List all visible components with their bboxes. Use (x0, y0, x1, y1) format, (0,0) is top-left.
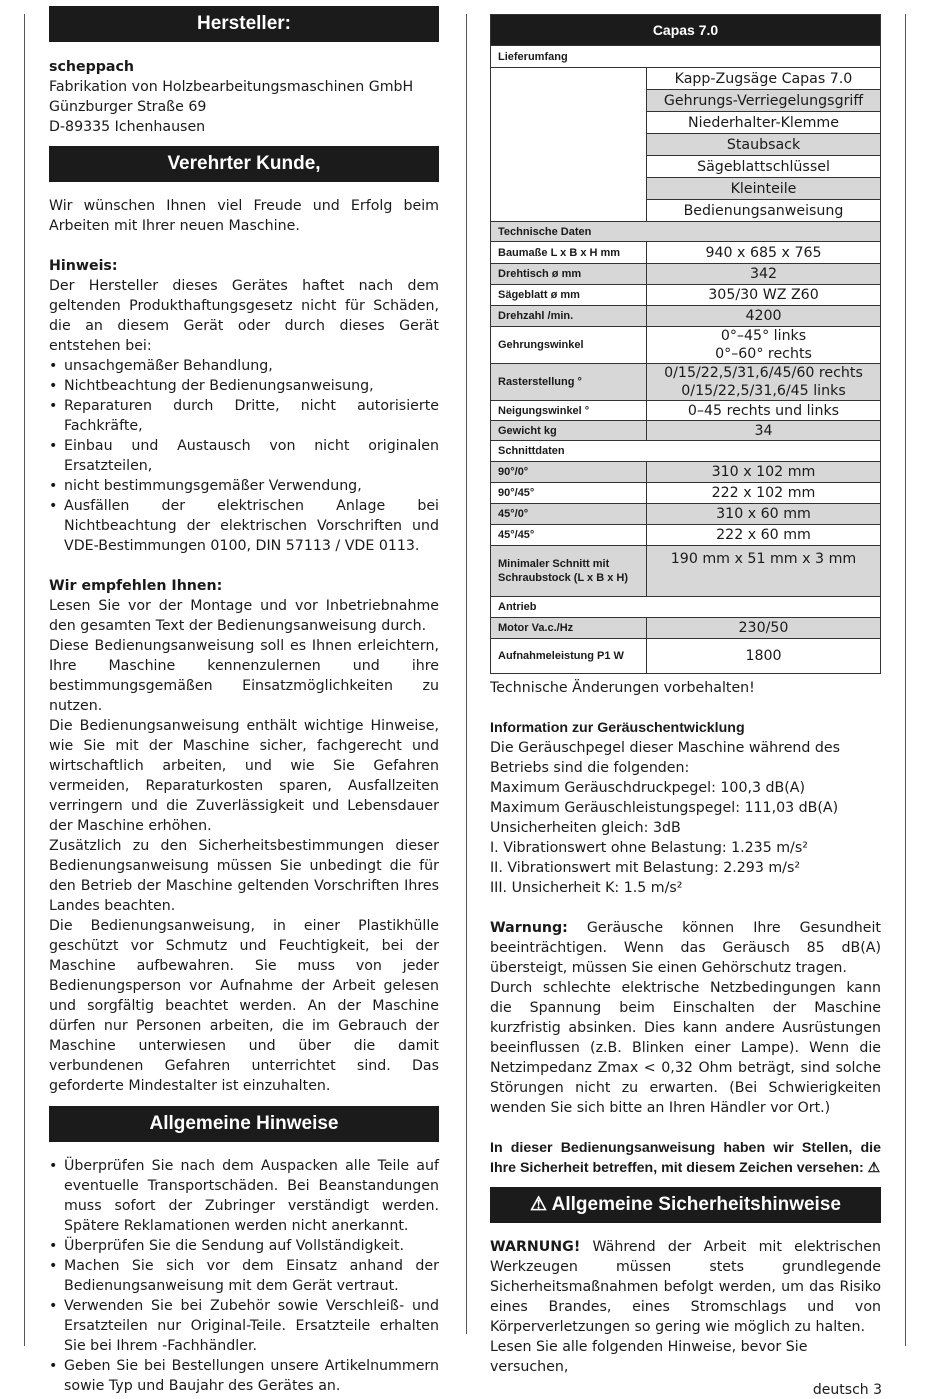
delivery-item: Gehrungs-Verriegelungsgriff (647, 90, 881, 112)
recommend-paragraph: Zusätzlich zu den Sicherheitsbestimmungen dieser Bedienungsanweisung müssen Sie unbedingt die für den Betrieb der Maschine geltenden Vorschriften Ihres Landes beachten. (49, 838, 439, 914)
tech-change-note: Technische Änderungen vorbehalten! (490, 680, 755, 696)
spec-key: Sägeblatt ø mm (491, 285, 647, 306)
recommend-paragraph: Die Bedienungsanweisung enthält wichtige Hinweise, wie Sie mit der Maschine sicher, fachgerecht und wirtschaftlich arbeiten, und wie Sie Gefahren vermeiden, Reparaturkosten sparen, Ausfallzeiten verringern und die Zuverlässigkeit und Lebensdauer der Maschine erhöhen. (49, 718, 439, 834)
table-row (491, 364, 881, 401)
delivery-spacer (491, 68, 647, 222)
table-row (491, 618, 881, 639)
spec-value: 190 mm x 51 mm x 3 mm (647, 546, 881, 597)
recommend-paragraph: Diese Bedienungsanweisung soll es Ihnen erleichtern, Ihre Maschine kennenzulernen und ihre bestimmungsgemäßen Einsatzmöglichkeiten zu nutzen. (49, 638, 439, 714)
left-column (49, 0, 439, 1396)
spec-value: 310 x 60 mm (647, 504, 881, 525)
table-row (491, 525, 881, 546)
noise-line: Unsicherheiten gleich: 3dB (490, 820, 681, 836)
spec-key: 45°/45° (491, 525, 647, 546)
cut-label: Schnittdaten (491, 441, 881, 462)
spec-value: 342 (647, 264, 881, 285)
warnung-text: Während der Arbeit mit elektrischen Werkzeugen müssen stets grundlegende Sicherheitsmaßnahmen befolgt werden, um das Risiko eines Brandes, eines Stromschlags und von Körperverletzungen so gering wie möglich zu halten. (490, 1239, 882, 1335)
customer-heading: Verehrter Kunde, (49, 146, 439, 182)
general-list (49, 1156, 439, 1396)
manufacturer-heading: Hersteller: (49, 6, 439, 42)
address-line: Günzburger Straße 69 (49, 99, 207, 115)
warning-text: Geräusche können Ihre Gesundheit beeinträchtigen. Wenn das Geräusch 85 dB(A) übersteigt, müssen Sie einen Gehörschutz tragen. (490, 920, 881, 976)
spec-key: 45°/0° (491, 504, 647, 525)
spec-value: 230/50 (647, 618, 881, 639)
table-title: Capas 7.0 (491, 15, 881, 46)
list-item: • Ausfällen der elektrischen Anlage bei Nichtbeachtung der elektrischen Vorschriften und VDE-Bestimmungen 0100, DIN 57113 / VDE 0113. (49, 496, 439, 556)
spec-value: 34 (647, 421, 881, 441)
symbol-note: In dieser Bedienungsanweisung haben wir Stellen, die Ihre Sicherheit betreffen, mit diesem Zeichen versehen: ⚠ (490, 1140, 881, 1176)
manufacturer-name: scheppach (49, 59, 134, 75)
right-column (490, 0, 881, 1377)
noise-line: I. Vibrationswert ohne Belastung: 1.235 m/s² (490, 840, 808, 856)
table-row (491, 401, 881, 421)
hint-list (49, 356, 439, 556)
list-item: • Geben Sie bei Bestellungen unsere Artikelnummern sowie Typ und Baujahr des Gerätes an. (49, 1356, 439, 1396)
right-margin-line (905, 14, 906, 1346)
general-heading: Allgemeine Hinweise (49, 1106, 439, 1142)
hint-title: Hinweis: (49, 258, 118, 274)
delivery-label: Lieferumfang (491, 46, 881, 68)
spec-key: Motor Va.c./Hz (491, 618, 647, 639)
table-row (491, 285, 881, 306)
table-row (491, 597, 881, 618)
table-row (491, 15, 881, 46)
address-line: Fabrikation von Holzbearbeitungsmaschinen GmbH (49, 79, 414, 95)
delivery-item: Sägeblattschlüssel (647, 156, 881, 178)
table-row (491, 639, 881, 674)
spec-key: Gewicht kg (491, 421, 647, 441)
warnung-paragraph (490, 1237, 881, 1337)
recommend-paragraph: Die Bedienungsanweisung, in einer Plastikhülle geschützt vor Schmutz und Feuchtigkeit, bei der Maschine aufbewahren. Sie muss von jeder Bedienungsperson vor Aufnahme der Arbeit gelesen und sorgfältig beachtet werden. An der Maschine dürfen nur Personen arbeiten, die im Gebrauch der Maschine unterwiesen und über die damit verbundenen Gefahren unterrichtet sind. Das geforderte Mindestalter ist einzuhalten. (49, 918, 439, 1094)
spec-value: 222 x 102 mm (647, 483, 881, 504)
spec-key: Neigungswinkel ° (491, 401, 647, 421)
table-row (491, 462, 881, 483)
spec-value (647, 327, 881, 364)
spec-value: 940 x 685 x 765 (647, 242, 881, 264)
spec-key: Gehrungswinkel (491, 327, 647, 364)
greeting-text: Wir wünschen Ihnen viel Freude und Erfolg beim Arbeiten mit Ihrer neuen Maschine. (49, 198, 439, 234)
address-line: D-89335 Ichenhausen (49, 119, 206, 135)
table-row (491, 68, 881, 90)
list-item: • Machen Sie sich vor dem Einsatz anhand der Bedienungsanweisung mit dem Gerät vertraut. (49, 1256, 439, 1296)
table-row (491, 264, 881, 285)
table-row (491, 546, 881, 597)
table-row (491, 504, 881, 525)
recommend-title: Wir empfehlen Ihnen: (49, 578, 223, 594)
spec-key: Minimaler Schnitt mit Schraubstock (L x B x H) (491, 546, 647, 597)
spec-value: 4200 (647, 306, 881, 327)
noise-line: Maximum Geräuschleistungspegel: 111,03 dB(A) (490, 800, 839, 816)
list-item: • Überprüfen Sie nach dem Auspacken alle Teile auf eventuelle Transportschäden. Bei Beanstandungen muss sofort der Zubringer verständigt werden. Spätere Reklamationen werden nicht anerkannt. (49, 1156, 439, 1236)
spec-value: 310 x 102 mm (647, 462, 881, 483)
spec-value-line: 0/15/22,5/31,6/45 links (681, 383, 846, 399)
hint-text: Der Hersteller dieses Gerätes haftet nach dem geltenden Produkthaftungsgesetz nicht für Schäden, die an diesem Gerät oder durch dieses Gerät entstehen bei: (49, 278, 439, 354)
list-item: • Einbau und Austausch von nicht originalen Ersatzteilen, (49, 436, 439, 476)
table-row (491, 46, 881, 68)
recommend-paragraph: Lesen Sie vor der Montage und vor Inbetriebnahme den gesamten Text der Bedienungsanweisung durch. (49, 598, 439, 634)
noise-line: III. Unsicherheit K: 1.5 m/s² (490, 880, 683, 896)
netz-paragraph: Durch schlechte elektrische Netzbedingungen kann die Spannung beim Einschalten der Maschine kurzfristig absinken. Dies kann andere Ausrüstungen beeinflussen (z.B. Blinken einer Lampe). Wenn die Netzimpedanz Zmax < 0,32 Ohm beträgt, sind solche Störungen nicht zu erwarten. (Bei Schwierigkeiten wenden Sie sich bitte an Ihren Händler vor Ort.) (490, 980, 881, 1116)
delivery-item: Kapp-Zugsäge Capas 7.0 (647, 68, 881, 90)
delivery-item: Kleinteile (647, 178, 881, 200)
center-divider-line (466, 14, 467, 1334)
spec-key: Rasterstellung ° (491, 364, 647, 401)
list-item: • Verwenden Sie bei Zubehör sowie Verschleiß- und Ersatzteilen nur Original-Teile. Ersatzteile erhalten Sie bei Ihrem -Fachhändler. (49, 1296, 439, 1356)
warnung-label: WARNUNG! (490, 1239, 581, 1255)
left-margin-line (24, 14, 25, 1346)
spec-value-line: 0°–60° rechts (715, 346, 812, 362)
last-line: Lesen Sie alle folgenden Hinweise, bevor Sie versuchen, (490, 1339, 808, 1375)
manufacturer-address (49, 57, 439, 137)
spec-value-line: 0/15/22,5/31,6/45/60 rechts (664, 365, 863, 381)
spec-key: Baumaße L x B x H mm (491, 242, 647, 264)
table-row (491, 242, 881, 264)
noise-line: Maximum Geräuschdruckpegel: 100,3 dB(A) (490, 780, 806, 796)
noise-title: Information zur Geräuschentwicklung (490, 720, 745, 736)
spec-value: 0–45 rechts und links (647, 401, 881, 421)
spec-value: 305/30 WZ Z60 (647, 285, 881, 306)
safety-heading: ⚠ Allgemeine Sicherheitshinweise (490, 1187, 881, 1223)
delivery-item: Bedienungsanweisung (647, 200, 881, 222)
table-row (491, 483, 881, 504)
delivery-item: Niederhalter-Klemme (647, 112, 881, 134)
delivery-item: Staubsack (647, 134, 881, 156)
noise-line: II. Vibrationswert mit Belastung: 2.293 m/s² (490, 860, 801, 876)
warning-paragraph (490, 918, 881, 978)
spec-value: 222 x 60 mm (647, 525, 881, 546)
noise-line: Die Geräuschpegel dieser Maschine während des Betriebs sind die folgenden: (490, 740, 841, 776)
table-row (491, 327, 881, 364)
spec-table (490, 14, 881, 674)
list-item: • unsachgemäßer Behandlung, (49, 356, 439, 376)
spec-key: 90°/45° (491, 483, 647, 504)
table-row (491, 306, 881, 327)
list-item: • Nichtbeachtung der Bedienungsanweisung, (49, 376, 439, 396)
drive-label: Antrieb (491, 597, 881, 618)
spec-key: 90°/0° (491, 462, 647, 483)
spec-value: 1800 (647, 639, 881, 674)
spec-key: Drehzahl /min. (491, 306, 647, 327)
table-row (491, 441, 881, 462)
list-item: • Reparaturen durch Dritte, nicht autorisierte Fachkräfte, (49, 396, 439, 436)
list-item: • nicht bestimmungsgemäßer Verwendung, (49, 476, 439, 496)
spec-key: Drehtisch ø mm (491, 264, 647, 285)
tech-label: Technische Daten (491, 222, 881, 242)
table-row (491, 421, 881, 441)
table-row (491, 222, 881, 242)
spec-key: Aufnahmeleistung P1 W (491, 639, 647, 674)
warning-label: Warnung: (490, 920, 568, 936)
list-item: • Überprüfen Sie die Sendung auf Vollständigkeit. (49, 1236, 439, 1256)
page-footer: deutsch 3 (812, 1382, 882, 1398)
spec-value (647, 364, 881, 401)
spec-value-line: 0°–45° links (720, 328, 807, 344)
